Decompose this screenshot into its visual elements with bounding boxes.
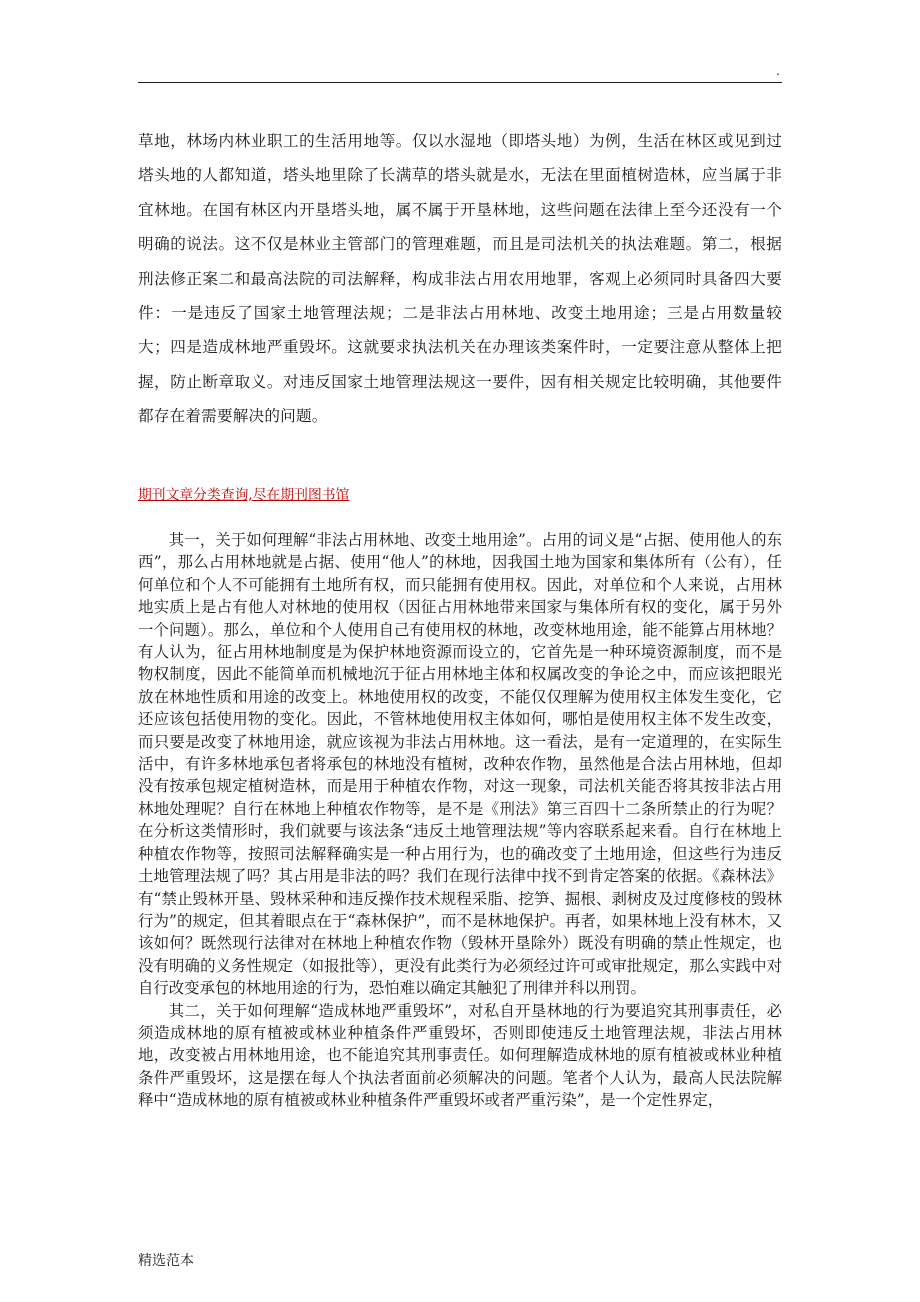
article-body [138,529,782,1112]
promo-link[interactable]: 期刊文章分类查询,尽在期刊图书馆 [138,487,350,503]
footer-text: 精选范本 [138,1253,194,1269]
paragraph-one: 其一，关于如何理解“非法占用林地、改变土地用途”。占用的词义是“占据、使用他人的东西”，那么占用林地就是占据、使用“他人”的林地，因我国土地为国家和集体所有（公有），任何单位和个人不可能拥有土地所有权，而只能拥有使用权。因此，对单位和个人来说，占用林地实质上是占有他人对林地的使用权（因征占用林地带来国家与集体所有权的变化，属于另外一个问题）。那么，单位和个人使用自己有使用权的林地，改变林地用途，能不能算占用林地？有人认为，征占用林地制度是为保护林地资源而设立的，它首先是一种环境资源制度，而不是物权制度，因此不能简单而机械地沉于征占用林地主体和权属改变的争论之中，而应该把眼光放在林地性质和用途的改变上。林地使用权的改变，不能仅仅理解为使用权主体发生变化，它还应该包括使用物的变化。因此，不管林地使用权主体如何，哪怕是使用权主体不发生改变，而只要是改变了林地用途，就应该视为非法占用林地。这一看法，是有一定道理的，在实际生活中，有许多林地承包者将承包的林地没有植树，改种农作物，虽然他是合法占用林地，但却没有按承包规定植树造林，而是用于种植农作物，对这一现象，司法机关能否将其按非法占用林地处理呢？自行在林地上种植农作物等，是不是《刑法》第三百四十二条所禁止的行为呢？在分析这类情形时，我们就要与该法条“违反土地管理法规”等内容联系起来看。自行在林地上种植农作物等，按照司法解释确实是一种占用行为，也的确改变了土地用途，但这些行为违反土地管理法规了吗？其占用是非法的吗？我们在现行法律中找不到肯定答案的依据。《森林法》有“禁止毁林开垦、毁林采种和违反操作技术规程采脂、挖笋、掘根、剥树皮及过度修枝的毁林行为”的规定，但其着眼点在于“森林保护”，而不是林地保护。再者，如果林地上没有林木，又该如何？既然现行法律对在林地上种植农作物（毁林开垦除外）既没有明确的禁止性规定，也没有明确的义务性规定（如报批等），更没有此类行为必须经过许可或审批规定，那么实践中对自行改变承包的林地用途的行为，恐怕难以确定其触犯了刑律并科以刑罚。 [138,531,782,998]
paragraph-top: 草地，林场内林业职工的生活用地等。仅以水湿地（即塔头地）为例，生活在林区或见到过塔头地的人都知道，塔头地里除了长满草的塔头就是水，无法在里面植树造林，应当属于非宜林地。在国有林区内开垦塔头地，属不属于开垦林地，这些问题在法律上至今还没有一个明确的说法。这不仅是林业主管部门的管理难题，而且是司法机关的执法难题。第二，根据刑法修正案二和最高法院的司法解释，构成非法占用农用地罪，客观上必须同时具备四大要件：一是违反了国家土地管理法规；二是非法占用林地、改变土地用途；三是占用数量较大；四是造成林地严重毁坏。这就要求执法机关在办理该类案件时，一定要注意从整体上把握，防止断章取义。对违反国家土地管理法规这一要件，因有相关规定比较明确，其他要件都存在着需要解决的问题。 [138,132,782,426]
header-mark: . [776,64,780,78]
header-rule [138,82,782,83]
paragraph-two: 其二，关于如何理解“造成林地严重毁坏”，对私自开垦林地的行为要追究其刑事责任，必须造成林地的原有植被或林业种植条件严重毁坏，否则即使违反土地管理法规，非法占用林地，改变被占用林地用途，也不能追究其刑事责任。如何理解造成林地的原有植被或林业种植条件严重毁坏，这是摆在每人个执法者面前必须解决的问题。笔者个人认为，最高人民法院解释中“造成林地的原有植被或林业种植条件严重毁坏或者严重污染”，是一个定性界定， [138,1001,782,1110]
